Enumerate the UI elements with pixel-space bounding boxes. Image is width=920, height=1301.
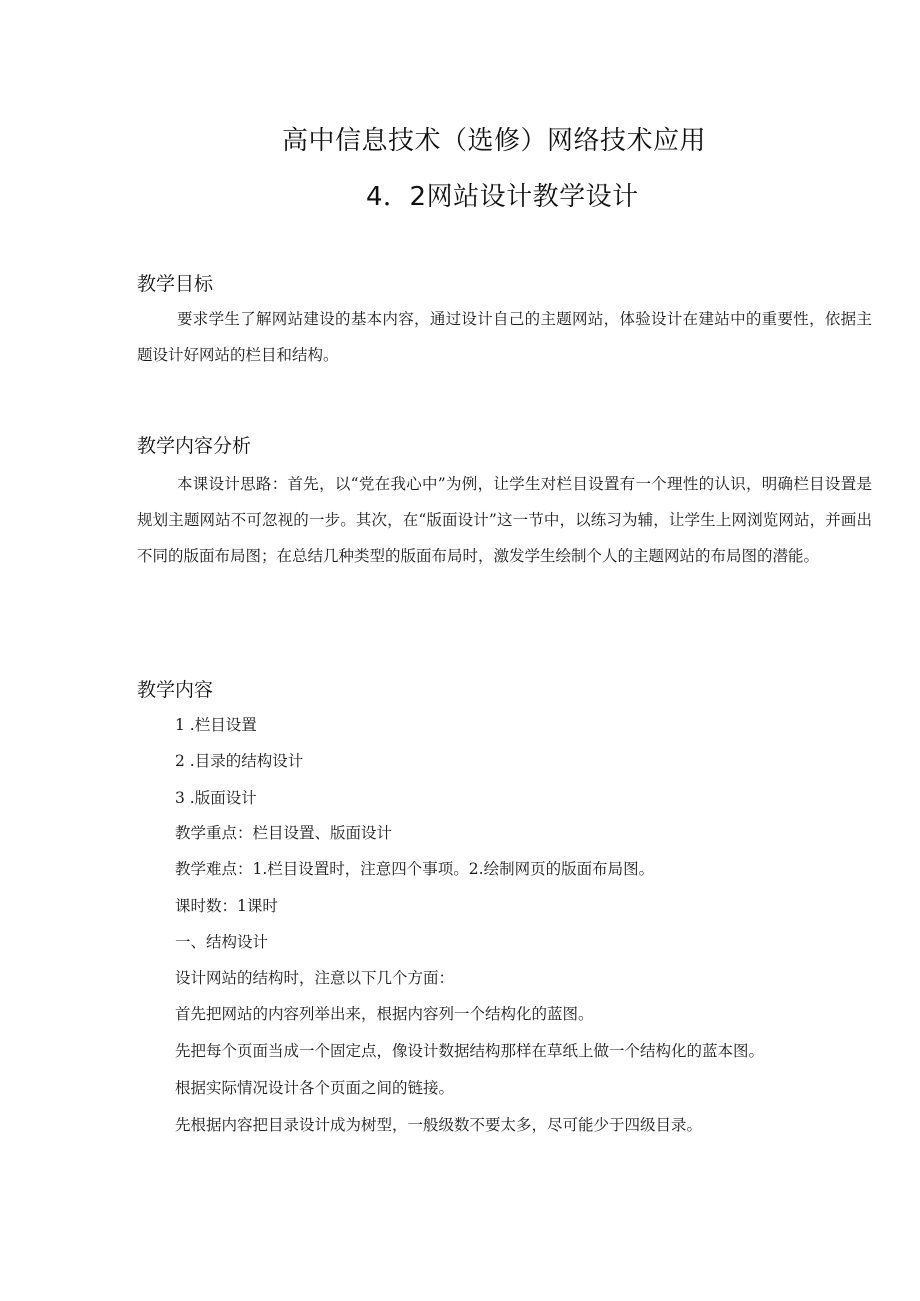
list-item: 先把每个页面当成一个固定点，像设计数据结构那样在草纸上做一个结构化的蓝本图。: [175, 1042, 765, 1060]
list-item: 1 .栏目设置: [175, 716, 257, 734]
section-paragraph-analysis: 本课设计思路：首先，以“党在我心中”为例，让学生对栏目设置有一个理性的认识，明确栏目设置是规划主题网站不可忽视的一步。其次，在“版面设计”这一节中，以练习为辅，让学生上网浏览网站，并画出不同的版面布局图；在总结几种类型的版面布局时，激发学生绘制个人的主题网站的布局图的潜能。: [137, 475, 872, 565]
list-item: 课时数：1课时: [175, 897, 278, 915]
list-item: 先根据内容把目录设计成为树型，一般级数不要太多，尽可能少于四级目录。: [175, 1116, 703, 1134]
list-item: 首先把网站的内容列举出来，根据内容列一个结构化的蓝图。: [175, 1005, 594, 1023]
section-heading-analysis: 教学内容分析: [137, 435, 252, 457]
list-item: 一、结构设计: [175, 933, 269, 951]
list-item: 教学重点：栏目设置、版面设计: [175, 824, 393, 842]
list-item: 设计网站的结构时，注意以下几个方面：: [175, 969, 455, 987]
document-subtitle: 4．2网站设计教学设计: [366, 182, 639, 212]
document-title: 高中信息技术（选修）网络技术应用: [282, 126, 707, 156]
list-item: 教学难点：1.栏目设置时，注意四个事项。2.绘制网页的版面布局图。: [175, 860, 655, 878]
list-item: 根据实际情况设计各个页面之间的链接。: [175, 1079, 455, 1097]
section-paragraph-objectives: 要求学生了解网站建设的基本内容，通过设计自己的主题网站，体验设计在建站中的重要性，依据主题设计好网站的栏目和结构。: [137, 310, 872, 364]
list-item: 3 .版面设计: [175, 789, 257, 807]
section-heading-content: 教学内容: [137, 679, 214, 701]
list-item: 2 .目录的结构设计: [175, 752, 304, 770]
section-heading-objectives: 教学目标: [137, 273, 214, 295]
